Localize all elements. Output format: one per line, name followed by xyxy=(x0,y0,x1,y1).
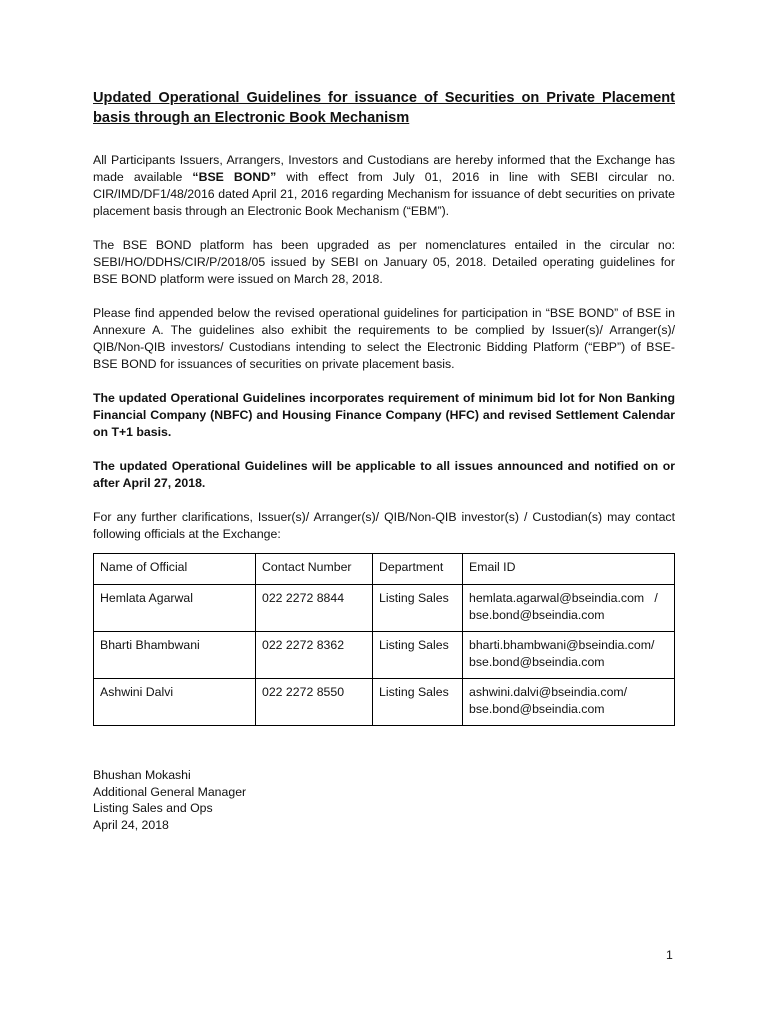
header-department: Department xyxy=(373,554,463,585)
official-name: Ashwini Dalvi xyxy=(94,679,256,726)
applicability-paragraph: The updated Operational Guidelines will be applicable to all issues announced and notified on or after April 27, 2018. xyxy=(93,459,675,490)
email-primary[interactable]: hemlata.agarwal@bseindia.com / xyxy=(469,591,658,605)
header-email: Email ID xyxy=(463,554,675,585)
signature-date: April 24, 2018 xyxy=(93,817,169,832)
official-name: Bharti Bhambwani xyxy=(94,632,256,679)
official-name: Hemlata Agarwal xyxy=(94,585,256,632)
official-phone: 022 2272 8550 xyxy=(256,679,373,726)
intro-paragraph xyxy=(93,152,675,220)
table-header-row xyxy=(94,554,675,585)
signatory-title: Additional General Manager xyxy=(93,784,247,799)
table-row xyxy=(94,632,675,679)
contact-intro-paragraph: For any further clarifications, Issuer(s)/ Arranger(s)/ QIB/Non-QIB investor(s) / Custodian(s) may contact following officials at the Exchange: xyxy=(93,510,675,541)
signatory-name: Bhushan Mokashi xyxy=(93,768,191,782)
table-row xyxy=(94,585,675,632)
email-secondary[interactable]: bse.bond@bseindia.com xyxy=(469,608,605,622)
platform-upgrade-paragraph: The BSE BOND platform has been upgraded as per nomenclatures entailed in the circular no: SEBI/HO/DDHS/CIR/P/2018/05 issued by SEBI on January 05, 2018. Detailed operating guidelines for BSE BOND platform were issued on March 28, 2018. xyxy=(93,238,675,286)
signature-block xyxy=(93,767,246,833)
email-secondary[interactable]: bse.bond@bseindia.com xyxy=(469,655,605,669)
intro-text-end: with effect from July 01, 2016 in line with SEBI circular no. CIR/IMD/DF1/48/2016 dated April 21, 2016 regarding Mechanism for issuance of debt securities on private placement basis through an Electronic Book Mechanism (“EBM”). xyxy=(93,170,675,218)
email-primary[interactable]: bharti.bhambwani@bseindia.com/ xyxy=(469,638,655,652)
official-department: Listing Sales xyxy=(373,585,463,632)
email-secondary[interactable]: bse.bond@bseindia.com xyxy=(469,702,605,716)
page-number: 1 xyxy=(666,948,673,962)
document-title: Updated Operational Guidelines for issuance of Securities on Private Placement basis through an Electronic Book Mechanism xyxy=(93,90,675,126)
official-email xyxy=(463,585,675,632)
bid-lot-paragraph: The updated Operational Guidelines incorporates requirement of minimum bid lot for Non Banking Financial Company (NBFC) and Housing Finance Company (HFC) and revised Settlement Calendar on T+1 basis. xyxy=(93,391,675,439)
contacts-table xyxy=(93,553,675,726)
intro-text-start: All Participants Issuers, Arrangers, Investors and Custodians are hereby informed that the Exchange has made available xyxy=(93,153,675,184)
official-department: Listing Sales xyxy=(373,632,463,679)
email-primary[interactable]: ashwini.dalvi@bseindia.com/ xyxy=(469,685,628,699)
official-email xyxy=(463,632,675,679)
official-email xyxy=(463,679,675,726)
guidelines-paragraph: Please find appended below the revised operational guidelines for participation in “BSE BOND” of BSE in Annexure A. The guidelines also exhibit the requirements to be complied by Issuer(s)/ Arranger(s)/ QIB/Non-QIB investors/ Custodians intending to select the Electronic Bidding Platform (“EBP”) of BSE-BSE BOND for issuances of securities on private placement basis. xyxy=(93,306,675,371)
signatory-department: Listing Sales and Ops xyxy=(93,801,213,815)
official-phone: 022 2272 8844 xyxy=(256,585,373,632)
intro-bold-product: “BSE BOND” xyxy=(192,170,277,184)
official-department: Listing Sales xyxy=(373,679,463,726)
document-body xyxy=(93,88,675,726)
official-phone: 022 2272 8362 xyxy=(256,632,373,679)
header-contact: Contact Number xyxy=(256,554,373,585)
header-name: Name of Official xyxy=(94,554,256,585)
table-row xyxy=(94,679,675,726)
